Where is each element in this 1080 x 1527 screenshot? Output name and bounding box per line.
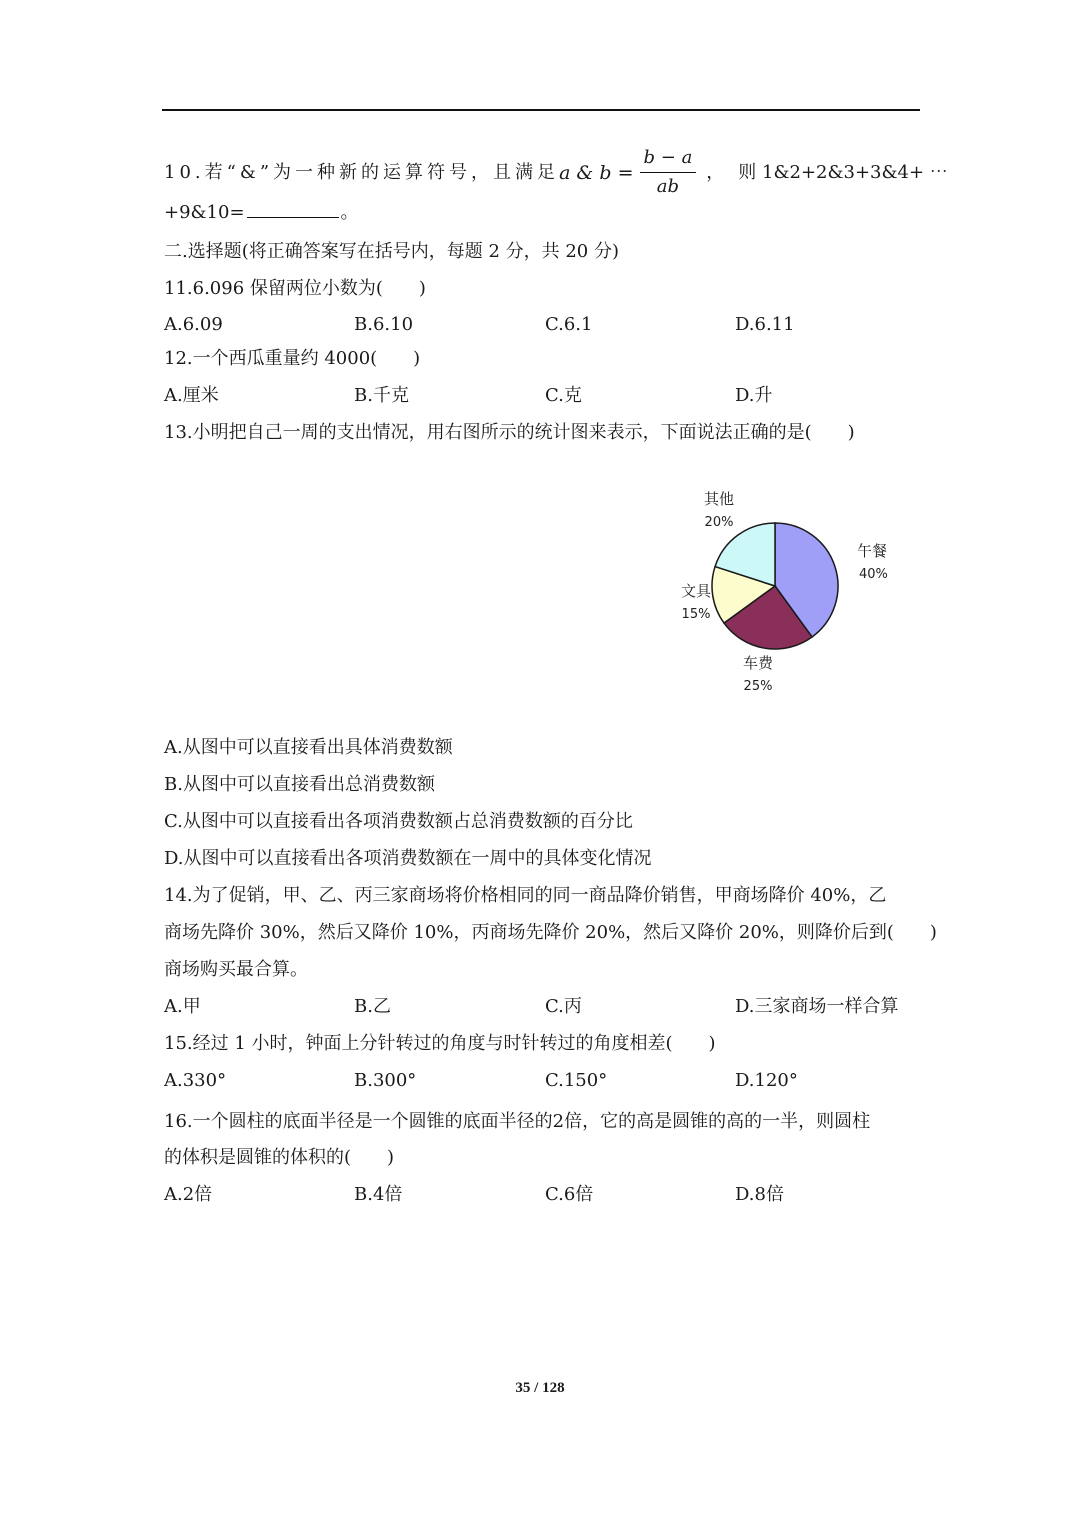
section-title: 二.选择题(将正确答案写在括号内，每题 2 分，共 20 分) xyxy=(164,241,620,262)
question-13: 13.小明把自己一周的支出情况，用右图所示的统计图来表示，下面说法正确的是( ) xyxy=(164,422,855,443)
pie-category-label-3: 其他 xyxy=(703,490,735,508)
q10-line2-start: +9&10= xyxy=(164,202,245,223)
pie-category-label-1: 车费 xyxy=(742,654,774,672)
q15-option-d: D.120° xyxy=(735,1070,798,1091)
q10-prefix: 10.若“&”为一种新的运算符号，且满足 xyxy=(164,161,560,183)
q14-option-b: B.乙 xyxy=(354,996,391,1017)
q15-option-a: A.330° xyxy=(164,1070,227,1091)
pie-value-label-0: 40% xyxy=(859,567,888,582)
pie-value-label-2: 15% xyxy=(681,607,711,622)
q10-line2-end: 。 xyxy=(340,202,359,223)
q11-option-b: B.6.10 xyxy=(354,314,414,335)
q10-tail: 则 1&2+2&3+3&4+ ⋯ xyxy=(738,161,948,183)
page-number: 35 / 128 xyxy=(515,1380,565,1396)
q10-denominator: ab xyxy=(656,176,680,197)
q15-option-c: C.150° xyxy=(545,1070,608,1091)
q12-option-c: C.克 xyxy=(545,385,582,406)
header-rule xyxy=(162,109,920,111)
q13-option-a: A.从图中可以直接看出具体消费数额 xyxy=(164,737,453,758)
question-10-line2 xyxy=(164,199,359,225)
q14-option-d: D.三家商场一样合算 xyxy=(735,996,899,1017)
q13-option-b: B.从图中可以直接看出总消费数额 xyxy=(164,774,435,795)
question-11: 11.6.096 保留两位小数为( ) xyxy=(164,278,426,299)
q10-fraction xyxy=(640,146,697,199)
question-14-line2: 商场先降价 30%，然后又降价 10%，丙商场先降价 20%，然后又降价 20%，则降价后到( ) xyxy=(164,922,937,943)
pie-value-label-3: 20% xyxy=(704,515,734,530)
question-16-line1: 16.一个圆柱的底面半径是一个圆锥的底面半径的2倍，它的高是圆锥的高的一半，则圆柱 xyxy=(164,1111,871,1132)
q12-option-b: B.千克 xyxy=(354,385,409,406)
q16-option-c: C.6倍 xyxy=(545,1184,594,1205)
question-10 xyxy=(164,146,948,199)
pie-category-label-2: 文具 xyxy=(680,582,712,600)
q11-option-c: C.6.1 xyxy=(545,314,593,335)
q16-option-d: D.8倍 xyxy=(735,1184,784,1205)
pie-value-label-1: 25% xyxy=(743,679,773,694)
q13-option-d: D.从图中可以直接看出各项消费数额在一周中的具体变化情况 xyxy=(164,848,652,869)
q12-option-d: D.升 xyxy=(735,385,773,406)
q12-option-a: A.厘米 xyxy=(164,385,219,406)
answer-blank xyxy=(247,199,339,218)
q10-comma: ， xyxy=(706,161,725,183)
expense-pie-chart xyxy=(670,486,890,696)
question-15: 15.经过 1 小时，钟面上分针转过的角度与时针转过的角度相差( ) xyxy=(164,1033,716,1054)
q14-option-c: C.丙 xyxy=(545,996,582,1017)
question-16-line2: 的体积是圆锥的体积的( ) xyxy=(164,1147,395,1168)
q13-option-c: C.从图中可以直接看出各项消费数额占总消费数额的百分比 xyxy=(164,811,633,832)
question-12: 12.一个西瓜重量约 4000( ) xyxy=(164,348,421,369)
q11-option-d: D.6.11 xyxy=(735,314,795,335)
q14-option-a: A.甲 xyxy=(164,996,201,1017)
q16-option-b: B.4倍 xyxy=(354,1184,403,1205)
question-14-line3: 商场购买最合算。 xyxy=(164,959,308,980)
q10-lhs: a & b = xyxy=(559,161,634,184)
pie-category-label-0: 午餐 xyxy=(857,542,888,560)
q10-numerator: b − a xyxy=(640,146,697,173)
q16-option-a: A.2倍 xyxy=(164,1184,213,1205)
q11-option-a: A.6.09 xyxy=(164,314,223,335)
q15-option-b: B.300° xyxy=(354,1070,417,1091)
question-14-line1: 14.为了促销，甲、乙、丙三家商场将价格相同的同一商品降价销售，甲商场降价 40%，乙 xyxy=(164,885,887,906)
